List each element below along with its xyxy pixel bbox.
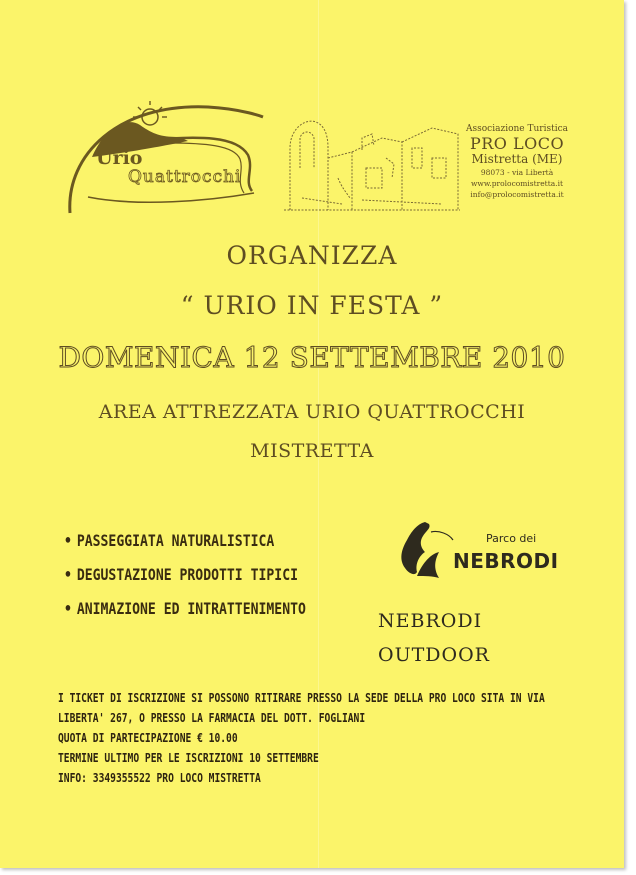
proloco-association: Associazione Turistica bbox=[466, 124, 568, 134]
proloco-city: Mistretta (ME) bbox=[471, 152, 563, 166]
urio-quattrocchi-logo bbox=[58, 95, 268, 220]
info-line-4: TERMINE ULTIMO PER LE ISCRIZIONI 10 SETTEMBRE bbox=[58, 750, 319, 765]
list-item: • DEGUSTAZIONE PRODOTTI TIPICI bbox=[64, 558, 306, 592]
castle-sketch-icon bbox=[282, 108, 462, 213]
event-name: “ URIO IN FESTA ” bbox=[180, 291, 444, 320]
info-line-3: QUOTA DI PARTECIPAZIONE € 10.00 bbox=[58, 730, 238, 745]
hills-sun-icon bbox=[58, 95, 268, 220]
info-line-1: I TICKET DI ISCRIZIONE SI POSSONO RITIRARE PRESSO LA SEDE DELLA PRO LOCO SITA IN VIA bbox=[58, 690, 545, 705]
proloco-website: www.prolocomistretta.it bbox=[471, 179, 563, 188]
info-line-2: LIBERTA' 267, O PRESSO LA FARMACIA DEL DOTT. FOGLIANI bbox=[58, 710, 366, 725]
organizer-line: ORGANIZZA bbox=[226, 241, 398, 270]
outdoor-line-2: OUTDOOR bbox=[378, 644, 490, 666]
activities-list bbox=[64, 524, 359, 626]
proloco-address: 98073 - via Libertà bbox=[480, 168, 554, 177]
proloco-email: info@prolocomistretta.it bbox=[470, 190, 564, 199]
outdoor-line-1: NEBRODI bbox=[378, 610, 483, 632]
quattrocchi-logo-word: Quattrocchi bbox=[128, 167, 242, 187]
registration-info bbox=[58, 688, 618, 788]
info-line-5: INFO: 3349355522 PRO LOCO MISTRETTA bbox=[58, 770, 261, 785]
proloco-name: PRO LOCO bbox=[469, 134, 565, 153]
event-city: MISTRETTA bbox=[250, 440, 374, 462]
event-date: DOMENICA 12 SETTEMBRE 2010 bbox=[58, 341, 566, 374]
list-item: • PASSEGGIATA NATURALISTICA bbox=[64, 524, 306, 558]
proloco-contact-block bbox=[462, 124, 572, 200]
nebrodi-park-logo-icon bbox=[395, 518, 455, 582]
event-location: AREA ATTREZZATA URIO QUATTROCCHI bbox=[98, 401, 526, 423]
urio-logo-word: Urio bbox=[96, 147, 143, 169]
nebrodi-label: NEBRODI bbox=[453, 549, 559, 573]
parco-label: Parco dei bbox=[486, 532, 537, 545]
list-item: • ANIMAZIONE ED INTRATTENIMENTO bbox=[64, 592, 306, 626]
nebrodi-outdoor bbox=[378, 604, 490, 672]
